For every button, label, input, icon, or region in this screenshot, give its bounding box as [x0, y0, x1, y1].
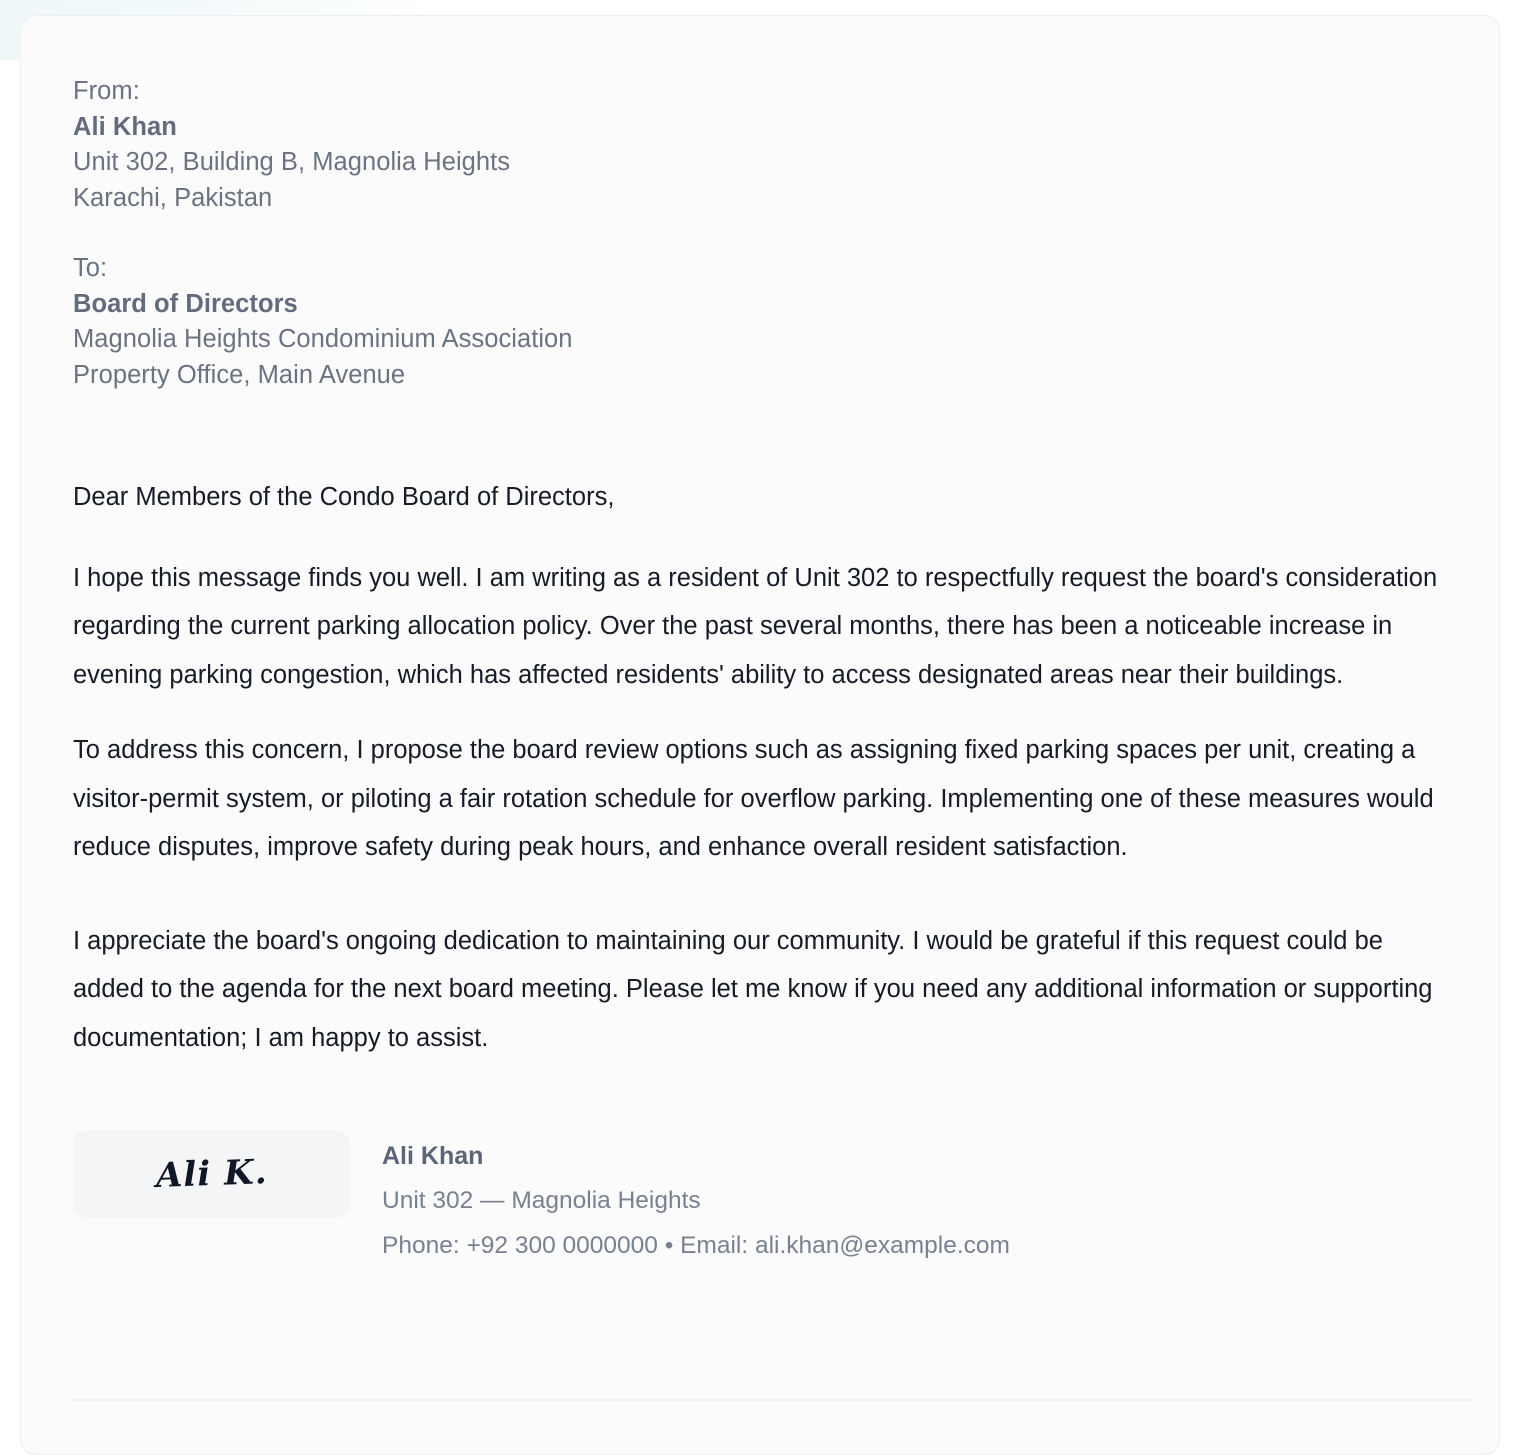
recipient-name: Board of Directors [73, 289, 298, 318]
letter-content [21, 16, 1499, 1268]
body-paragraph-2: To address this concern, I propose the board review options such as assigning fixed parking spaces per unit, creating a visitor-permit system, or piloting a fair rotation schedule for overflow parking. Implementing one of these measures would reduce disputes, improve safety during peak hours, and enhance overall resident satisfaction. [73, 736, 1434, 861]
body-paragraph-3: I appreciate the board's ongoing dedication to maintaining our community. I would be grateful if this request could be added to the agenda for the next board meeting. Please let me know if you need any additional information or supporting documentation; I am happy to assist. [73, 926, 1433, 1052]
recipient-address-line-2: Property Office, Main Avenue [73, 360, 406, 389]
handwritten-signature: Ali K. [155, 1152, 268, 1196]
to-label: To: [73, 254, 108, 282]
signature-image-panel [73, 1130, 350, 1218]
sender-address-block [73, 74, 1443, 216]
signature-block [73, 1130, 1443, 1268]
recipient-address-block [73, 251, 1443, 393]
signature-name: Ali Khan [382, 1142, 484, 1170]
footer-divider [73, 1399, 1473, 1401]
sender-address-line-1: Unit 302, Building B, Magnolia Heights [73, 148, 511, 176]
letter-card [20, 15, 1500, 1455]
sender-name: Ali Khan [73, 112, 177, 141]
signature-contact-line: Phone: +92 300 0000000 • Email: ali.khan@example.com [382, 1232, 1010, 1259]
signature-unit-line: Unit 302 — Magnolia Heights [382, 1187, 701, 1214]
from-label: From: [73, 77, 140, 105]
signature-details [382, 1130, 1010, 1268]
sender-address-line-2: Karachi, Pakistan [73, 183, 273, 212]
body-paragraph-1: I hope this message finds you well. I am writing as a resident of Unit 302 to respectfully request the board's consideration regarding the current parking allocation policy. Over the past several months, there has been a noticeable increase in evening parking congestion, which has affected residents' ability to access designated areas near their buildings. [73, 563, 1438, 689]
recipient-address-line-1: Magnolia Heights Condominium Association [73, 325, 573, 353]
letter-body [73, 473, 1443, 1062]
salutation: Dear Members of the Condo Board of Directors, [73, 483, 615, 511]
